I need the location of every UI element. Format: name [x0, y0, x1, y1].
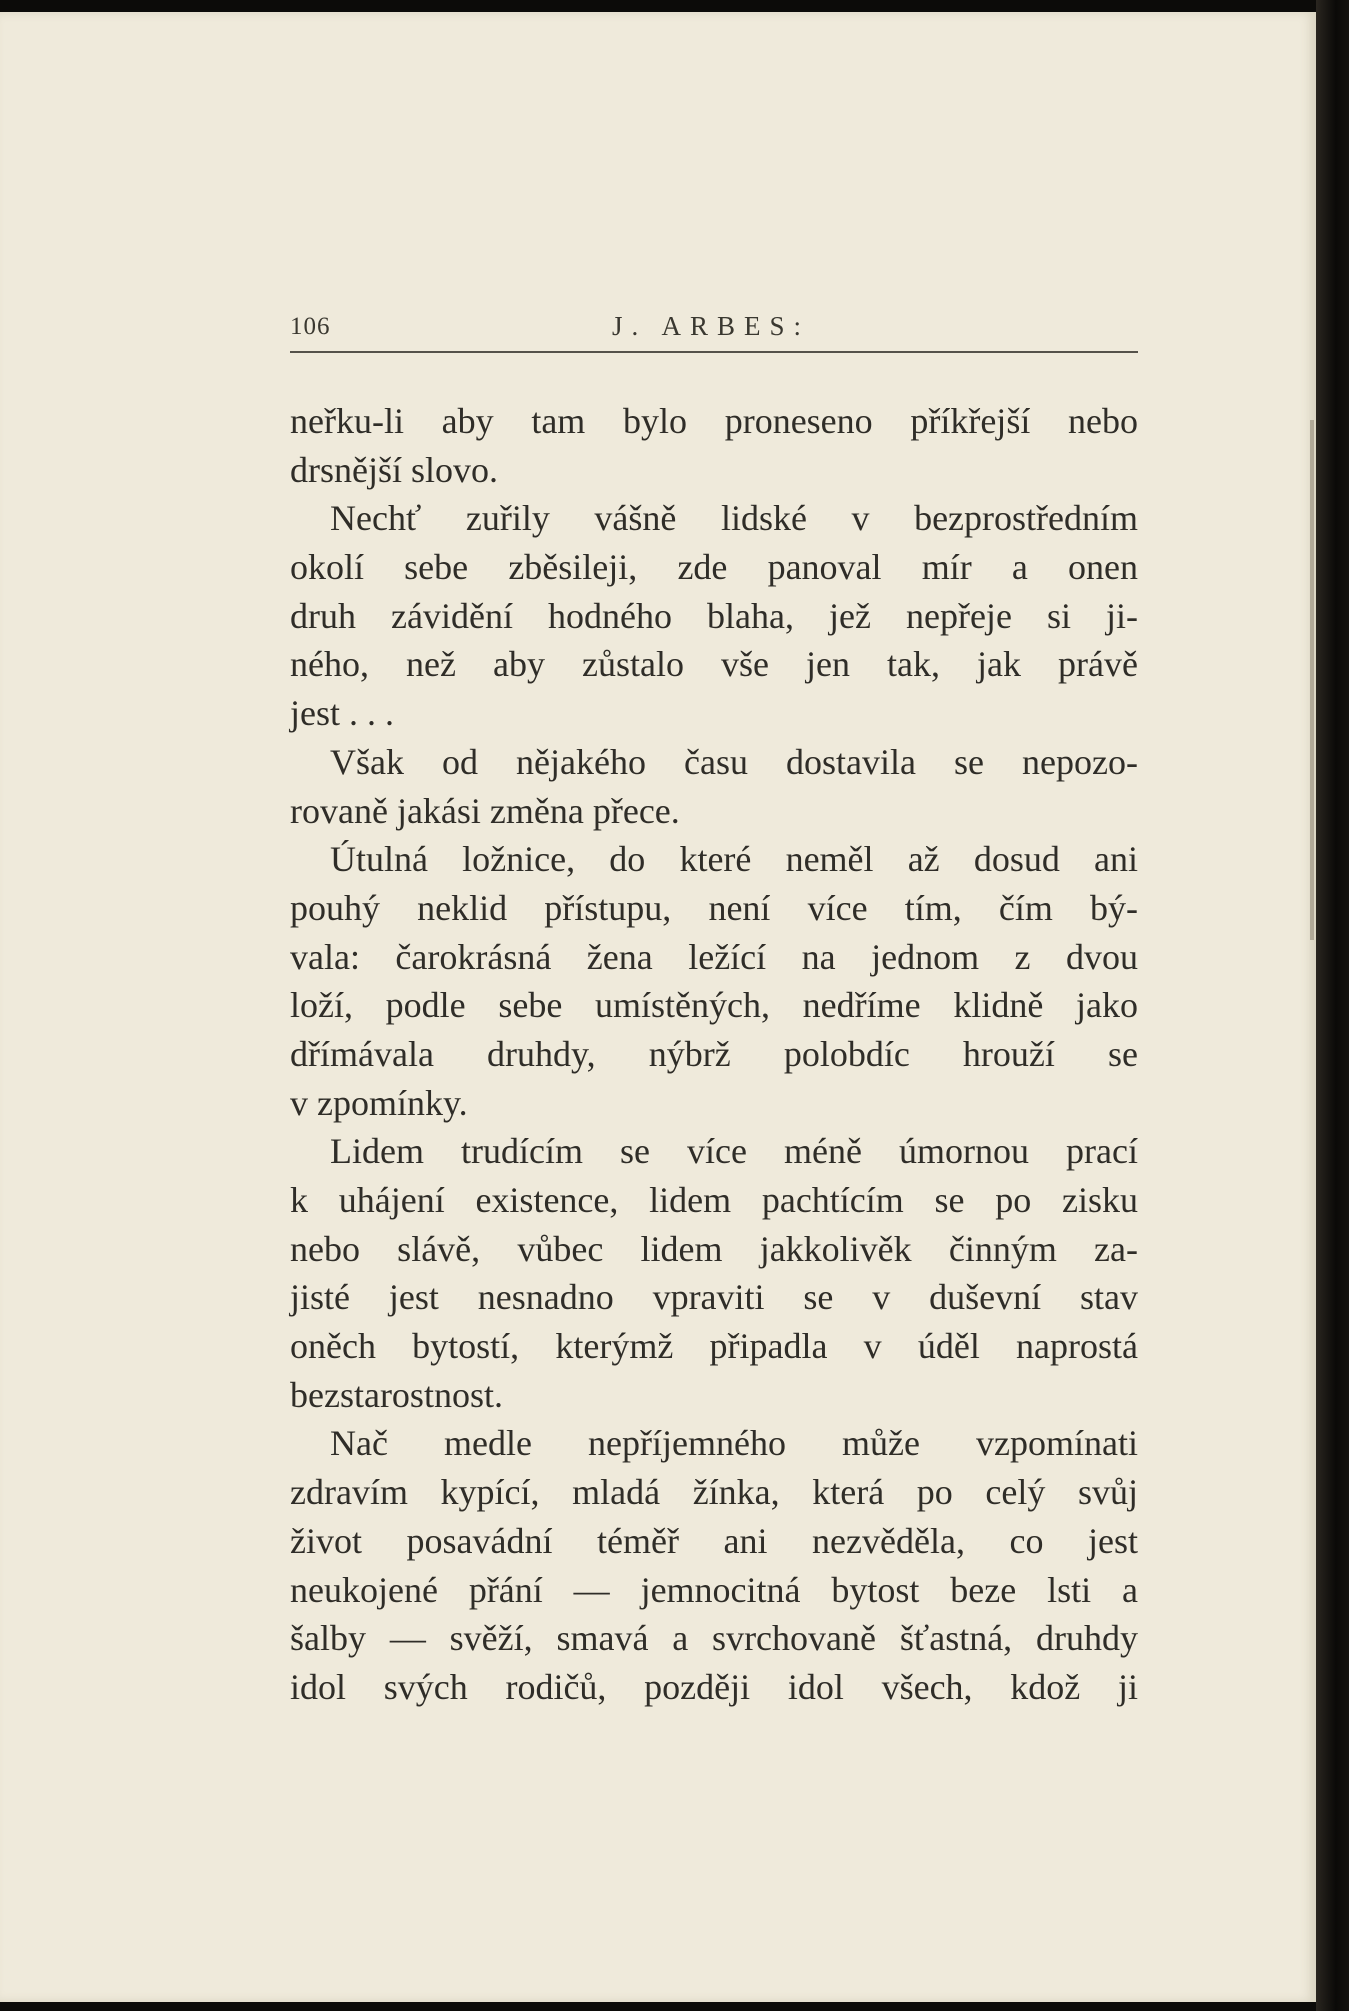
text-line: pouhý neklid přístupu, není více tím, čím bý-	[290, 887, 1138, 928]
text-line: ného, než aby zůstalo vše jen tak, jak právě	[290, 644, 1138, 685]
text-line: bezstarostnost.	[290, 1374, 503, 1415]
body-text	[290, 397, 1138, 1712]
text-line: nebo slávě, vůbec lidem jakkolivěk činným za-	[290, 1228, 1138, 1269]
book-binding	[1316, 0, 1349, 2011]
text-line: jest . . .	[290, 693, 394, 734]
text-line: Útulná ložnice, do které neměl až dosud ani	[330, 839, 1138, 880]
page-number: 106	[290, 313, 331, 340]
text-line: drsnější slovo.	[290, 449, 499, 490]
page-header	[290, 313, 1140, 347]
header-rule	[290, 351, 1138, 353]
text-line: zdravím kypící, mladá žínka, která po celý svůj	[290, 1472, 1138, 1513]
page-edge-shadow	[1310, 420, 1314, 940]
text-line: Však od nějakého času dostavila se nepozo-	[330, 741, 1138, 782]
text-line: Nechť zuřily vášně lidské v bezprostředním	[330, 498, 1138, 539]
text-line: druh závidění hodného blaha, jež nepřeje si ji-	[290, 595, 1138, 636]
text-line: vala: čarokrásná žena ležící na jednom z dvou	[290, 936, 1138, 977]
running-head: J. ARBES:	[612, 311, 811, 341]
text-line: idol svých rodičů, později idol všech, kdož ji	[290, 1666, 1138, 1707]
text-line: šalby — svěží, smavá a svrchovaně šťastná, druhdy	[290, 1618, 1138, 1659]
text-line: oněch bytostí, kterýmž připadla v úděl naprostá	[290, 1326, 1138, 1367]
text-line: rovaně jakási změna přece.	[290, 790, 680, 831]
text-line: loží, podle sebe umístěných, nedříme klidně jako	[290, 985, 1138, 1026]
text-line: v zpomínky.	[290, 1082, 468, 1123]
text-line: život posavádní téměř ani nezvěděla, co jest	[290, 1520, 1138, 1561]
text-line: dřímávala druhdy, nýbrž polobdíc hrouží se	[290, 1033, 1138, 1074]
text-line: neukojené přání — jemnocitná bytost beze lsti a	[290, 1569, 1138, 1610]
text-line: neřku-li aby tam bylo proneseno příkřejší nebo	[290, 401, 1138, 441]
text-line: Lidem trudícím se více méně úmornou prací	[330, 1131, 1138, 1172]
text-line: okolí sebe zběsileji, zde panoval mír a onen	[290, 547, 1138, 588]
text-line: Nač medle nepříjemného může vzpomínati	[330, 1423, 1138, 1464]
text-line: jisté jest nesnadno vpraviti se v duševní stav	[290, 1277, 1138, 1318]
text-line: k uhájení existence, lidem pachtícím se po zisku	[290, 1180, 1138, 1220]
